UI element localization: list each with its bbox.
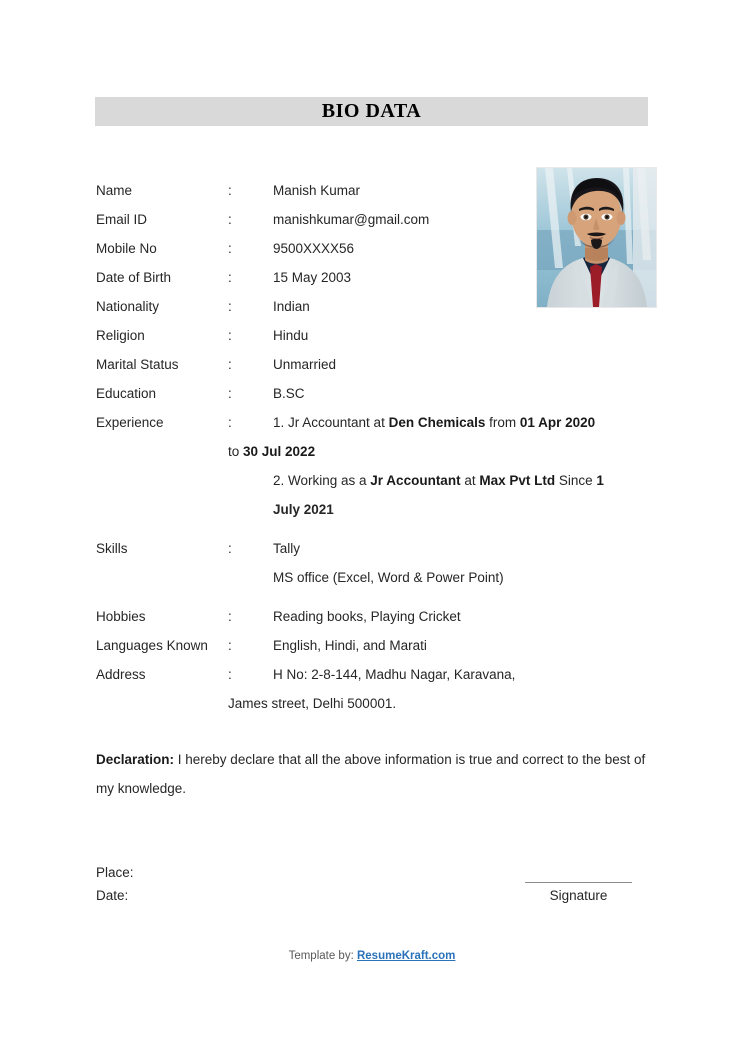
row-value-marital-status: Unmarried	[273, 357, 337, 372]
row-value-address-line2: James street, Delhi 500001.	[228, 696, 397, 711]
experience-1-prefix: 1. Jr Accountant at	[273, 415, 389, 430]
row-value-skills-line1: Tally	[273, 541, 301, 556]
row-label-languages: Languages Known	[96, 638, 208, 653]
row-colon: :	[228, 541, 232, 556]
table-row-experience	[96, 408, 656, 437]
row-label-education: Education	[96, 386, 157, 401]
row-colon: :	[228, 299, 232, 314]
table-row-hobbies	[96, 602, 656, 631]
row-colon: :	[228, 638, 232, 653]
table-row	[96, 379, 656, 408]
experience-1-company: Den Chemicals	[388, 415, 486, 430]
spacer	[96, 592, 656, 602]
row-colon: :	[228, 212, 232, 227]
declaration-paragraph	[96, 745, 652, 803]
row-label-religion: Religion	[96, 328, 145, 343]
row-value-skills-line2: MS office (Excel, Word & Power Point)	[273, 570, 504, 585]
experience-line3	[96, 466, 656, 495]
row-value-email: manishkumar@gmail.com	[273, 212, 430, 227]
table-row	[96, 205, 656, 234]
row-colon: :	[228, 609, 232, 624]
experience-2-role: Jr Accountant	[370, 473, 461, 488]
signature-label: Signature	[549, 888, 608, 903]
row-colon: :	[228, 667, 232, 682]
row-value-experience-line1	[273, 408, 595, 437]
row-value-hobbies: Reading books, Playing Cricket	[273, 609, 461, 624]
declaration-heading: Declaration:	[96, 752, 175, 767]
table-row-address	[96, 660, 656, 689]
row-value-religion: Hindu	[273, 328, 309, 343]
address-line2	[96, 689, 656, 718]
row-colon: :	[228, 241, 232, 256]
table-row-skills	[96, 534, 656, 563]
row-value-education: B.SC	[273, 386, 305, 401]
experience-line4	[96, 495, 656, 524]
experience-2-since: Since	[555, 473, 597, 488]
experience-1-end-date: 30 Jul 2022	[243, 444, 316, 459]
row-label-mobile: Mobile No	[96, 241, 157, 256]
experience-2-prefix: 2. Working as a	[273, 473, 371, 488]
row-colon: :	[228, 270, 232, 285]
table-row	[96, 321, 656, 350]
row-colon: :	[228, 183, 232, 198]
title-band	[95, 97, 648, 126]
details-table	[96, 176, 656, 718]
row-value-name: Manish Kumar	[273, 183, 361, 198]
spacer	[96, 524, 656, 534]
experience-line3-text	[273, 466, 604, 495]
row-colon: :	[228, 357, 232, 372]
row-value-mobile: 9500XXXX56	[273, 241, 355, 256]
date-label: Date:	[96, 888, 129, 903]
template-footer	[0, 950, 744, 962]
experience-line2-text	[228, 437, 315, 466]
table-row	[96, 350, 656, 379]
experience-2-start-day: 1	[596, 473, 604, 488]
row-value-address-line1: H No: 2-8-144, Madhu Nagar, Karavana,	[273, 667, 516, 682]
experience-1-to: to	[228, 444, 244, 459]
experience-2-company: Max Pvt Ltd	[479, 473, 556, 488]
row-colon: :	[228, 415, 232, 430]
table-row-languages	[96, 631, 656, 660]
table-row	[96, 234, 656, 263]
row-label-address: Address	[96, 667, 146, 682]
row-label-name: Name	[96, 183, 133, 198]
row-label-marital-status: Marital Status	[96, 357, 179, 372]
experience-line2	[96, 437, 656, 466]
row-colon: :	[228, 386, 232, 401]
signature-line	[525, 882, 632, 883]
row-value-languages: English, Hindi, and Marati	[273, 638, 427, 653]
row-label-nationality: Nationality	[96, 299, 160, 314]
declaration-body: I hereby declare that all the above information is true and correct to the best of my knowledge.	[96, 752, 646, 796]
page-title: BIO DATA	[321, 100, 422, 122]
table-row	[96, 176, 656, 205]
experience-1-from: from	[485, 415, 520, 430]
resumekraft-link[interactable]: ResumeKraft.com	[356, 950, 456, 962]
row-value-nationality: Indian	[273, 299, 310, 314]
experience-1-start-date: 01 Apr 2020	[519, 415, 596, 430]
row-label-skills: Skills	[96, 541, 128, 556]
row-value-dob: 15 May 2003	[273, 270, 352, 285]
row-colon: :	[228, 328, 232, 343]
experience-2-at: at	[460, 473, 480, 488]
skills-line2	[96, 563, 656, 592]
row-label-hobbies: Hobbies	[96, 609, 146, 624]
row-label-experience: Experience	[96, 415, 164, 430]
table-row	[96, 263, 656, 292]
template-footer-prefix: Template by:	[288, 950, 357, 962]
row-label-email: Email ID	[96, 212, 148, 227]
row-label-dob: Date of Birth	[96, 270, 172, 285]
experience-2-start-monthyear: July 2021	[273, 502, 334, 517]
table-row	[96, 292, 656, 321]
place-label: Place:	[96, 865, 134, 880]
